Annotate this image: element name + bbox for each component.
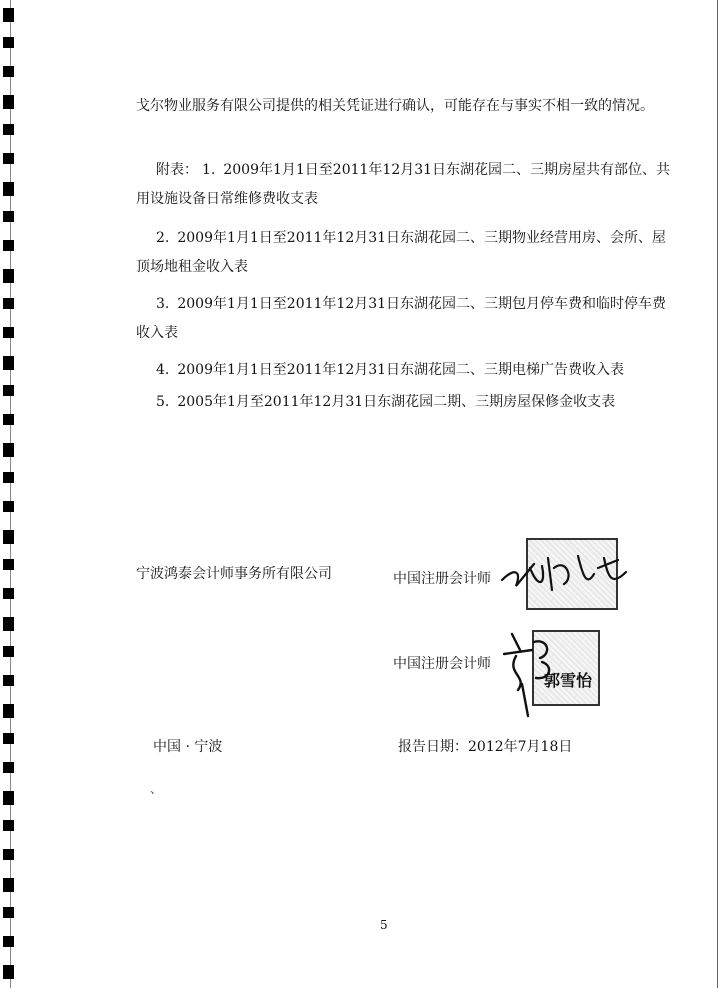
- attachment-item-5: [156, 392, 615, 412]
- binding-hole: [3, 443, 14, 457]
- stray-mark: 、: [150, 782, 163, 796]
- attachment-item-3: [156, 294, 666, 314]
- binding-hole: [3, 124, 14, 135]
- binding-hole: [3, 646, 14, 657]
- attachment-number: 3.: [156, 296, 170, 312]
- binding-hole: [3, 733, 14, 744]
- binding-hole: [3, 878, 14, 892]
- binding-hole: [3, 588, 14, 599]
- binding-hole: [3, 965, 14, 979]
- binding-hole: [3, 240, 14, 251]
- binding-hole: [3, 95, 14, 109]
- attachment-item-2: [156, 228, 666, 248]
- binding-hole: [3, 675, 14, 686]
- binding-hole: [3, 907, 14, 918]
- attachment-title-line2: 顶场地租金收入表: [136, 259, 248, 275]
- binding-holes: [0, 0, 16, 990]
- attachment-item-4: [156, 360, 624, 380]
- binding-hole: [3, 356, 14, 370]
- report-date: 报告日期：2012年7月18日: [398, 739, 573, 755]
- binding-hole: [3, 559, 14, 570]
- attachment-item-1: [156, 160, 670, 180]
- cpa-label-2: 中国注册会计师: [393, 656, 491, 672]
- firm-name: 宁波鸿泰会计师事务所有限公司: [136, 566, 332, 582]
- page-number: 5: [380, 918, 388, 932]
- attachment-title-line1: 2009年1月1日至2011年12月31日东湖花园二、三期电梯广告费收入表: [177, 362, 625, 378]
- binding-hole: [3, 849, 14, 860]
- attachment-title-line1: 2009年1月1日至2011年12月31日东湖花园二、三期房屋共有部位、共: [223, 162, 671, 178]
- attachment-title-line2: 收入表: [136, 325, 178, 341]
- attachment-title-line1: 2009年1月1日至2011年12月31日东湖花园二、三期物业经营用房、会所、屋: [177, 230, 667, 246]
- attachment-number: 4.: [156, 362, 170, 378]
- attachment-number: 2.: [156, 230, 170, 246]
- binding-hole: [3, 472, 14, 483]
- binding-hole: [3, 617, 14, 631]
- binding-hole: [3, 37, 14, 48]
- binding-hole: [3, 153, 14, 164]
- page-border: [10, 0, 718, 988]
- binding-hole: [3, 327, 14, 338]
- attachment-title-line1: 2005年1月至2011年12月31日东湖花园二期、三期房屋保修金收支表: [177, 394, 616, 410]
- binding-hole: [3, 66, 14, 77]
- binding-hole: [3, 704, 14, 718]
- binding-hole: [3, 211, 14, 222]
- attachment-number: 5.: [156, 394, 170, 410]
- binding-hole: [3, 182, 14, 196]
- binding-hole: [3, 936, 14, 947]
- binding-hole: [3, 762, 14, 773]
- binding-hole: [3, 414, 14, 425]
- binding-hole: [3, 530, 14, 544]
- attachment-title-line2: 用设施设备日常维修费收支表: [136, 191, 318, 207]
- binding-hole: [3, 791, 14, 805]
- cpa-label-1: 中国注册会计师: [393, 571, 491, 587]
- binding-hole: [3, 820, 14, 831]
- attachments-heading: 附表：: [156, 162, 198, 178]
- continuation-line: 戈尔物业服务有限公司提供的相关凭证进行确认，可能存在与事实不相一致的情况。: [136, 98, 654, 114]
- attachment-title-line1: 2009年1月1日至2011年12月31日东湖花园二、三期包月停车费和临时停车费: [177, 296, 667, 312]
- binding-hole: [3, 501, 14, 512]
- binding-hole: [3, 8, 14, 22]
- binding-hole: [3, 298, 14, 309]
- seal-name-text: 郭雪怡: [544, 671, 593, 690]
- attachment-number: 1.: [202, 162, 216, 178]
- binding-hole: [3, 269, 14, 283]
- report-place: 中国 · 宁波: [153, 739, 223, 755]
- binding-hole: [3, 385, 14, 396]
